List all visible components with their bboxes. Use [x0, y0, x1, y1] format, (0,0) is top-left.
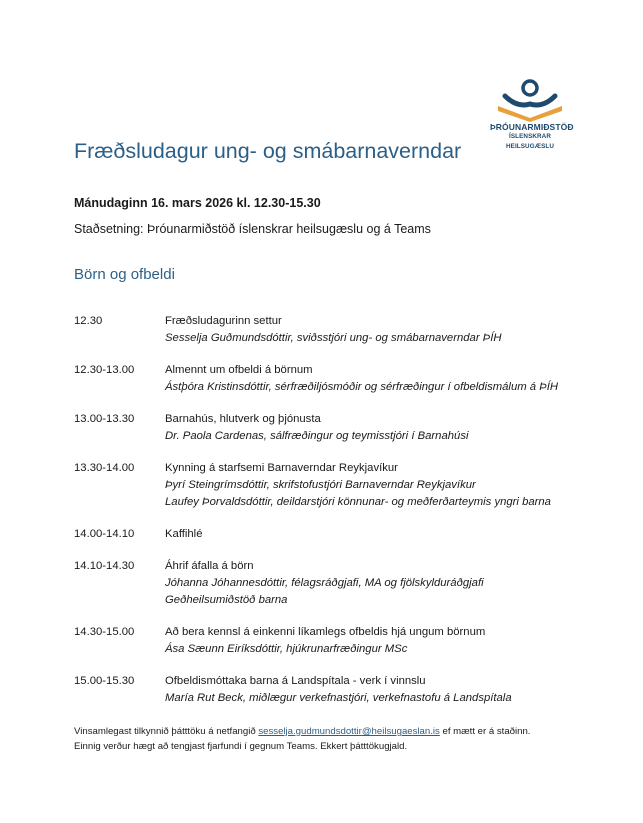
- agenda-time: 12.30-13.00: [74, 364, 135, 376]
- agenda-row: [74, 460, 594, 511]
- agenda-topic: Almennt um ofbeldi á börnum: [165, 364, 313, 376]
- logo-text: [490, 122, 574, 152]
- agenda-topic: Áhrif áfalla á börn: [165, 560, 254, 572]
- agenda-speaker: María Rut Beck, miðlægur verkefnastjóri, verkefnastofu á Landspítala: [165, 692, 512, 704]
- agenda-row: [74, 313, 594, 347]
- contact-email-link[interactable]: sesselja.gudmundsdottir@heilsugaeslan.is: [258, 726, 440, 737]
- event-location: Staðsetning: Þróunarmiðstöð íslenskrar heilsugæslu og á Teams: [74, 222, 431, 236]
- agenda-list: [74, 313, 594, 722]
- logo-line-1: ÞRÓUNARMIÐSTÖÐ: [490, 122, 574, 132]
- agenda-content: [165, 526, 594, 543]
- agenda-time: 13.30-14.00: [74, 462, 135, 474]
- agenda-topic: Kaffihlé: [165, 528, 203, 540]
- agenda-topic: Kynning á starfsemi Barnaverndar Reykjavíkur: [165, 462, 398, 474]
- agenda-content: [165, 624, 594, 658]
- agenda-time: 15.00-15.30: [74, 675, 135, 687]
- agenda-speaker: Sesselja Guðmundsdóttir, sviðsstjóri ung- og smábarnaverndar ÞÍH: [165, 332, 502, 344]
- agenda-speaker: Dr. Paola Cardenas, sálfræðingur og teymisstjóri í Barnahúsi: [165, 430, 469, 442]
- agenda-speaker: Geðheilsumiðstöð barna: [165, 594, 288, 606]
- agenda-speaker: Ása Sæunn Eiríksdóttir, hjúkrunarfræðingur MSc: [165, 643, 408, 655]
- agenda-time: 14.00-14.10: [74, 528, 135, 540]
- agenda-topic: Að bera kennsl á einkenni líkamlegs ofbeldis hjá ungum börnum: [165, 626, 486, 638]
- agenda-row: [74, 526, 594, 543]
- agenda-row: [74, 673, 594, 707]
- agenda-content: [165, 558, 594, 609]
- section-title: Börn og ofbeldi: [74, 266, 175, 283]
- agenda-content: [165, 673, 594, 707]
- agenda-row: [74, 411, 594, 445]
- agenda-speaker: Jóhanna Jóhannesdóttir, félagsráðgjafi, MA og fjölskylduráðgjafi: [165, 577, 484, 589]
- event-date: Mánudaginn 16. mars 2026 kl. 12.30-15.30: [74, 196, 321, 210]
- logo-line-2: ÍSLENSKRAR HEILSUGÆSLU: [506, 133, 554, 150]
- footer-line-2: Einnig verður hægt að tengjast fjarfundi í gegnum Teams. Ekkert þátttökugjald.: [74, 741, 408, 752]
- agenda-topic: Fræðsludagurinn settur: [165, 315, 282, 327]
- agenda-time: 14.30-15.00: [74, 626, 135, 638]
- agenda-topic: Ofbeldismóttaka barna á Landspítala - verk í vinnslu: [165, 675, 426, 687]
- page-title: Fræðsludagur ung- og smábarnaverndar: [74, 139, 462, 163]
- agenda-speaker: Laufey Þorvaldsdóttir, deildarstjóri könnunar- og meðferðarteymis yngri barna: [165, 496, 551, 508]
- agenda-content: [165, 362, 594, 396]
- footer-line-1: [74, 724, 594, 739]
- agenda-time: 14.10-14.30: [74, 560, 135, 572]
- footer-line-1-before: Vinsamlegast tilkynnið þátttöku á netfangið: [74, 726, 259, 737]
- agenda-content: [165, 313, 594, 347]
- organization-logo: [490, 78, 574, 152]
- footer-line-1-after: ef mætt er á staðinn.: [439, 726, 531, 737]
- agenda-content: [165, 460, 594, 511]
- agenda-row: [74, 362, 594, 396]
- logo-mark-icon: [495, 78, 565, 122]
- agenda-speaker: Þyrí Steingrímsdóttir, skrifstofustjóri Barnaverndar Reykjavíkur: [165, 479, 476, 491]
- agenda-row: [74, 558, 594, 609]
- agenda-speaker: Ástþóra Kristinsdóttir, sérfræðiljósmóðir og sérfræðingur í ofbeldismálum á ÞÍH: [165, 381, 559, 393]
- agenda-content: [165, 411, 594, 445]
- agenda-time: 12.30: [74, 315, 103, 327]
- agenda-topic: Barnahús, hlutverk og þjónusta: [165, 413, 321, 425]
- footer-note: [74, 724, 594, 754]
- agenda-row: [74, 624, 594, 658]
- agenda-time: 13.00-13.30: [74, 413, 135, 425]
